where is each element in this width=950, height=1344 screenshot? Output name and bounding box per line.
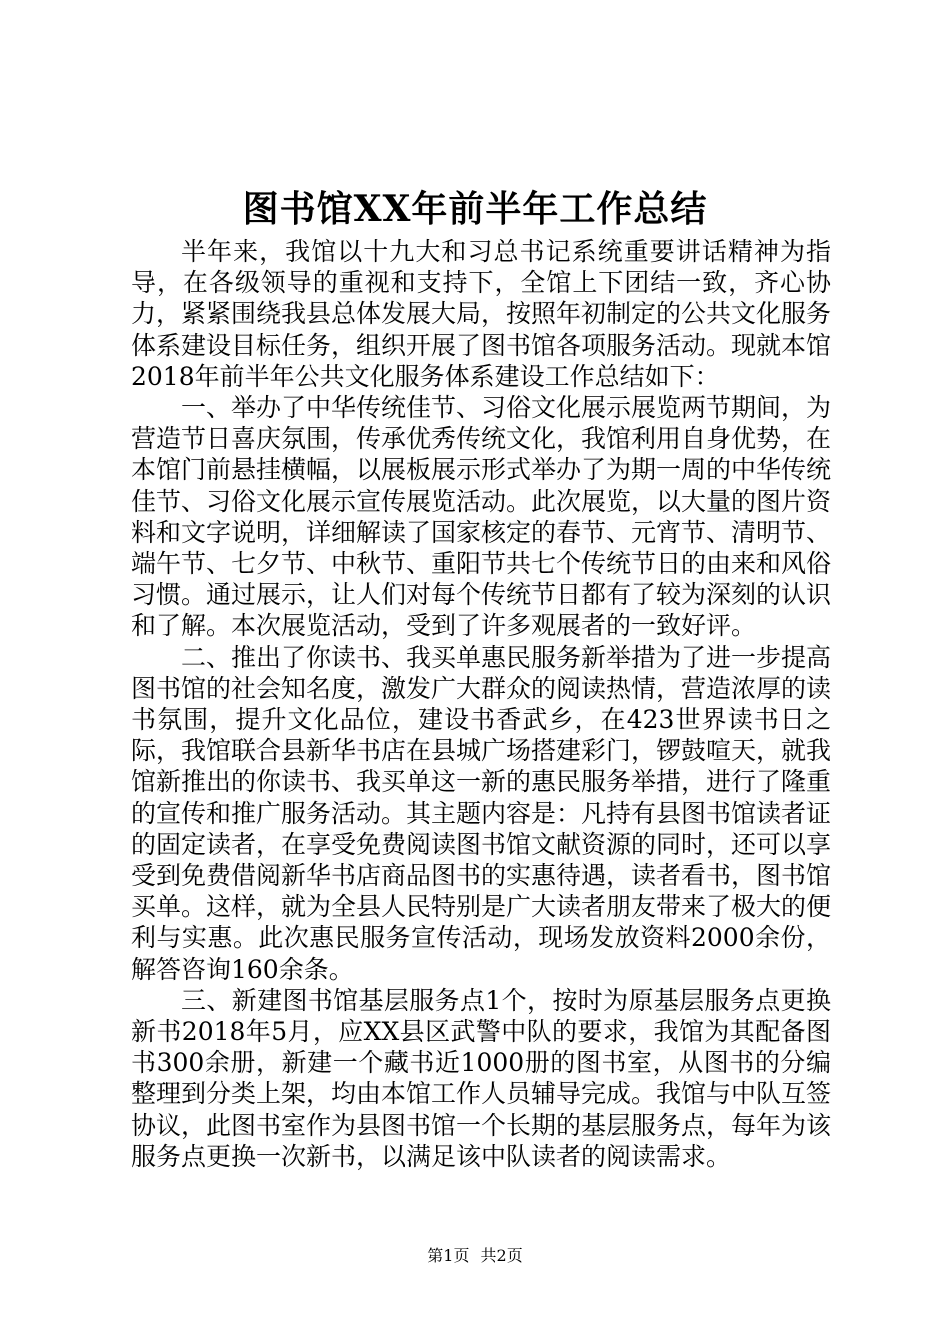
document-title: 图书馆XX年前半年工作总结 (242, 188, 708, 230)
paragraph-section-2: 二、推出了你读书、我买单惠民服务新举措为了进一步提高图书馆的社会知名度，激发广大群众的阅读热情，营造浓厚的读书氛围，提升文化品位，建设书香武乡，在423世界读书日之际，我馆联合县新华书店在县城广场搭建彩门，锣鼓喧天，就我馆新推出的你读书、我买单这一新的惠民服务举措，进行了隆重的宣传和推广服务活动。其主题内容是：凡持有县图书馆读者证的固定读者，在享受免费阅读图书馆文献资源的同时，还可以享受到免费借阅新华书店商品图书的实惠待遇，读者看书，图书馆买单。这样，就为全县人民特别是广大读者朋友带来了极大的便利与实惠。此次惠民服务宣传活动，现场发放资料2000余份，解答咨询160余条。 (131, 642, 832, 984)
page-footer (0, 1245, 950, 1267)
paragraph-section-3: 三、新建图书馆基层服务点1个，按时为原基层服务点更换新书2018年5月，应XX县区武警中队的要求，我馆为其配备图书300余册，新建一个藏书近1000册的图书室，从图书的分编整理到分类上架，均由本馆工作人员辅导完成。我馆与中队互签协议，此图书室作为县图书馆一个长期的基层服务点，每年为该服务点更换一次新书，以满足该中队读者的阅读需求。 (131, 985, 832, 1171)
paragraph-intro: 半年来，我馆以十九大和习总书记系统重要讲话精神为指导，在各级领导的重视和支持下，全馆上下团结一致，齐心协力，紧紧围绕我县总体发展大局，按照年初制定的公共文化服务体系建设目标任务，组织开展了图书馆各项服务活动。现就本馆2018年前半年公共文化服务体系建设工作总结如下： (131, 237, 832, 391)
paragraph-section-1: 一、举办了中华传统佳节、习俗文化展示展览两节期间，为营造节日喜庆氛围，传承优秀传统文化，我馆利用自身优势，在本馆门前悬挂横幅，以展板展示形式举办了为期一周的中华传统佳节、习俗文化展示宣传展览活动。此次展览，以大量的图片资料和文字说明，详细解读了国家核定的春节、元宵节、清明节、端午节、七夕节、中秋节、重阳节共七个传统节日的由来和风俗习惯。通过展示，让人们对每个传统节日都有了较为深刻的认识和了解。本次展览活动，受到了许多观展者的一致好评。 (131, 393, 832, 641)
document-body (131, 236, 831, 1172)
page-number-current: 第1页 (427, 1246, 470, 1265)
page-number-total: 共2页 (480, 1246, 523, 1265)
